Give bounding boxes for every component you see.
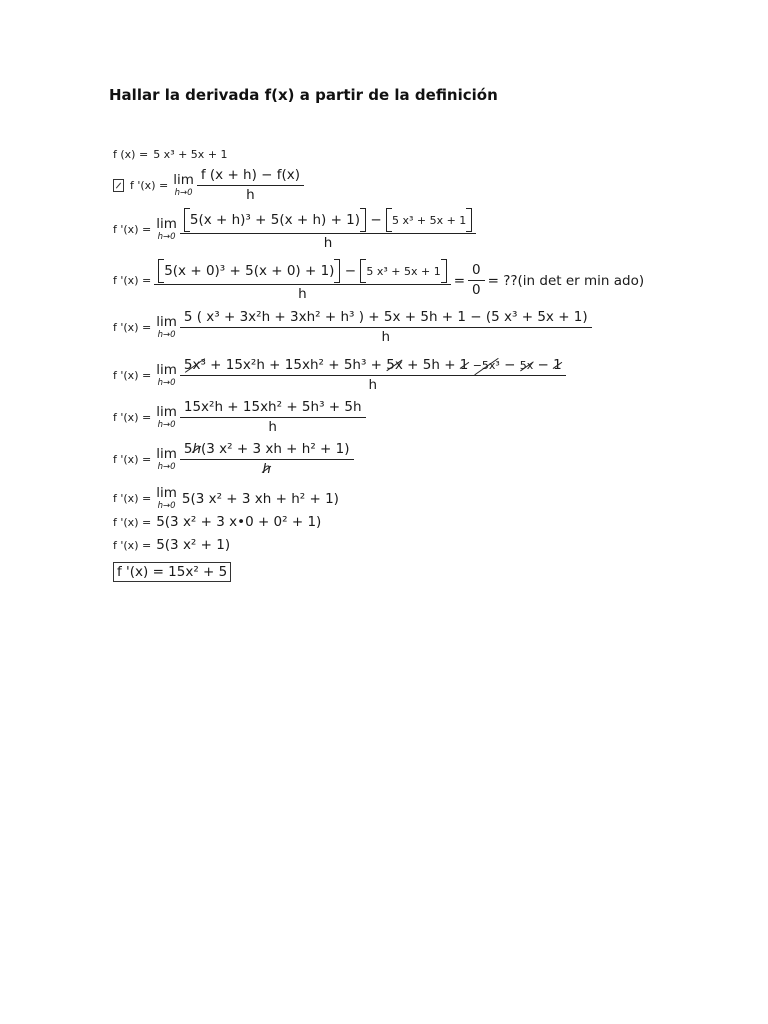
step-1-lhs: f (x) = <box>113 148 149 161</box>
fraction-numerator <box>182 358 564 375</box>
step-3-fraction <box>182 208 474 252</box>
step-1-rhs: 5 x³ + 5x + 1 <box>153 148 228 161</box>
step-9-lhs: f '(x) = <box>113 492 152 505</box>
limit-label: lim <box>156 314 177 331</box>
zero-denominator: 0 <box>468 280 485 299</box>
step-6-fraction <box>182 358 564 393</box>
zero-numerator: 0 <box>472 262 481 279</box>
step-7-fraction <box>182 400 364 435</box>
placeholder-box-icon <box>113 179 124 192</box>
step-10-evaluate <box>113 514 321 530</box>
equals-sign: = <box>453 272 466 289</box>
limit-subscript: h→0 <box>157 329 176 340</box>
numerator-middle-4: − <box>533 357 554 373</box>
minus-sign: − <box>370 212 382 228</box>
bracket-right <box>441 259 447 283</box>
limit-label: lim <box>156 485 177 501</box>
limit-label: lim <box>156 216 177 233</box>
fraction-denominator: h <box>154 284 451 303</box>
step-10-lhs: f '(x) = <box>113 515 152 529</box>
fraction-denominator: h <box>180 327 592 346</box>
numerator-part-a: 5(x + h)³ + 5(x + h) + 1) <box>189 212 361 228</box>
limit-operator <box>156 406 177 429</box>
step-9-rhs: 5(3 x² + 3 xh + h² + 1) <box>181 490 339 507</box>
step-5-fraction <box>182 310 590 345</box>
step-2-lhs: f '(x) = <box>130 179 169 193</box>
bracket-right <box>466 208 472 232</box>
limit-label: lim <box>156 404 177 421</box>
step-6-cancellation <box>113 358 564 393</box>
fraction-numerator <box>156 259 449 284</box>
numerator-middle-2: + 5h + <box>402 357 460 373</box>
zero-over-zero <box>470 263 483 298</box>
limit-operator <box>156 218 177 241</box>
step-8-factor <box>113 442 352 477</box>
minus-sign: − <box>344 263 357 279</box>
fraction-denominator <box>180 459 354 478</box>
cancelled-h: h <box>192 441 202 457</box>
step-5-expansion <box>113 310 590 345</box>
cancelled-term: 1 <box>459 357 469 373</box>
numerator-coefficient: 5 <box>183 441 193 457</box>
step-3-lhs: f '(x) = <box>113 223 152 237</box>
limit-operator <box>156 316 177 339</box>
indeterminate-note: = ??(in det er min ado) <box>487 272 645 289</box>
limit-subscript: h→0 <box>157 419 176 430</box>
limit-operator <box>156 364 177 387</box>
step-2-fraction <box>199 168 302 203</box>
fraction-denominator: h <box>180 417 366 436</box>
step-11-lhs: f '(x) = <box>113 538 152 552</box>
fraction-denominator: h <box>180 233 476 252</box>
step-11-reduce <box>113 537 230 553</box>
cancelled-h-denominator: h <box>262 460 271 477</box>
limit-operator <box>156 487 177 510</box>
step-4-fraction <box>156 259 449 303</box>
limit-subscript: h→0 <box>157 377 176 388</box>
limit-operator <box>173 174 194 197</box>
step-4-direct-evaluation <box>113 259 644 303</box>
limit-operator <box>156 448 177 471</box>
fraction-denominator: h <box>180 375 566 394</box>
limit-subscript: h→0 <box>157 461 176 472</box>
step-11-rhs: 5(3 x² + 1) <box>156 537 231 553</box>
bracket-right <box>334 259 340 283</box>
limit-label: lim <box>173 172 194 189</box>
cancelled-term: 5x <box>519 359 534 372</box>
step-8-lhs: f '(x) = <box>113 453 152 467</box>
limit-label: lim <box>156 362 177 379</box>
cancelled-term: 1 <box>553 357 562 373</box>
limit-subscript: h→0 <box>157 231 176 242</box>
fraction-numerator <box>182 442 352 459</box>
numerator-part-a: 5(x + 0)³ + 5(x + 0) + 1) <box>164 263 335 279</box>
numerator-part-b: 5 x³ + 5x + 1 <box>366 265 441 278</box>
numerator-factor: (3 x² + 3 xh + h² + 1) <box>201 441 350 457</box>
fraction-numerator: 15x²h + 15xh² + 5h³ + 5h <box>183 399 362 415</box>
step-3-substitution <box>113 208 474 252</box>
fraction-denominator: h <box>197 185 304 204</box>
step-4-lhs: f '(x) = <box>113 274 152 288</box>
limit-label: lim <box>156 446 177 463</box>
cancelled-term: −5x³ <box>472 359 500 372</box>
step-12-result <box>113 562 231 582</box>
bracket-right <box>360 208 366 232</box>
cancelled-term: 5x <box>386 357 403 373</box>
step-6-lhs: f '(x) = <box>113 369 152 383</box>
step-8-fraction <box>182 442 352 477</box>
step-1-definition <box>113 148 228 161</box>
step-7-simplified <box>113 400 364 435</box>
numerator-middle-3: − <box>499 357 520 373</box>
cancelled-term: 5x³ <box>183 357 206 373</box>
fraction-numerator <box>182 208 474 233</box>
numerator-part-b: 5 x³ + 5x + 1 <box>391 214 467 227</box>
page-title: Hallar la derivada f(x) a partir de la definición <box>109 86 498 104</box>
step-2-limit-definition <box>113 168 302 203</box>
numerator-middle: + 15x²h + 15xh² + 5h³ + <box>205 357 387 373</box>
fraction-numerator: 5 ( x³ + 3x²h + 3xh² + h³ ) + 5x + 5h + 1 − (5 x³ + 5x + 1) <box>183 309 588 325</box>
limit-subscript: h→0 <box>157 500 176 511</box>
fraction-numerator: f (x + h) − f(x) <box>200 167 301 183</box>
step-10-rhs: 5(3 x² + 3 x•0 + 0² + 1) <box>156 514 322 530</box>
final-result-box: f '(x) = 15x² + 5 <box>113 562 231 582</box>
step-7-lhs: f '(x) = <box>113 411 152 425</box>
limit-subscript: h→0 <box>174 187 193 198</box>
step-5-lhs: f '(x) = <box>113 321 152 335</box>
step-9-limit <box>113 487 339 510</box>
